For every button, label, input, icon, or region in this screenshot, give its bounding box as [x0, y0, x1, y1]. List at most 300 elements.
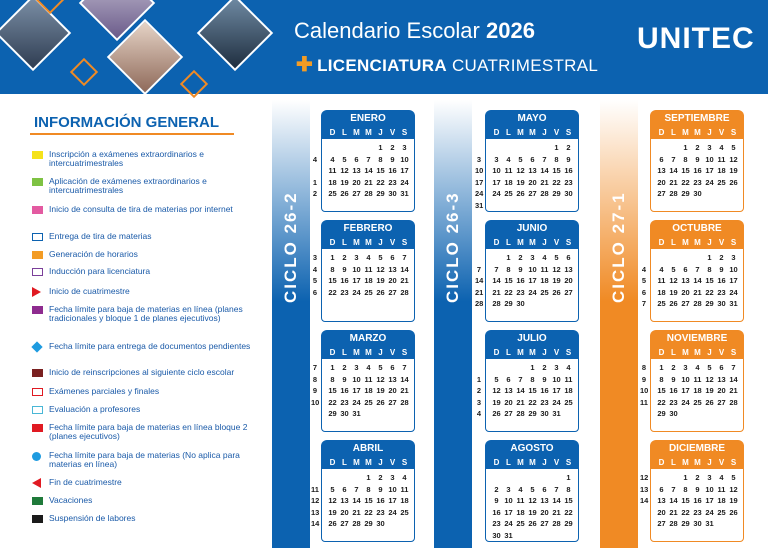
month-name: JUNIO: [485, 220, 579, 240]
day-cell: 25: [540, 287, 549, 297]
day-cell: 12: [328, 496, 337, 505]
day-cell: 9: [390, 154, 395, 164]
weekday-label: V: [389, 238, 396, 247]
week-row: [476, 385, 579, 396]
week-row: [475, 165, 579, 176]
day-cell: 2: [542, 363, 547, 372]
day-cell: 1: [330, 363, 335, 372]
day-cell: 7: [518, 374, 523, 384]
day-cell: 24: [705, 507, 714, 517]
day-cell: 15: [681, 496, 690, 505]
day-cell: 22: [328, 287, 337, 297]
week-number: 4: [312, 264, 318, 274]
day-cell: 10: [681, 374, 690, 384]
day-cell: 21: [669, 507, 678, 517]
day-cell: 26: [376, 397, 385, 407]
weekday-label: M: [694, 458, 701, 467]
week-number: 6: [312, 287, 318, 297]
day-cell: 3: [707, 143, 712, 152]
day-cell: 13: [717, 374, 726, 384]
month-name: ENERO: [321, 110, 415, 130]
day-cell: 17: [705, 166, 714, 175]
day-cell: 20: [681, 287, 690, 297]
day-cell: 22: [564, 507, 573, 517]
weekday-label: M: [365, 458, 372, 467]
day-cell: 10: [528, 264, 537, 274]
day-cell: 16: [693, 166, 702, 175]
weekday-label: V: [553, 458, 560, 467]
day-cell: 4: [659, 264, 664, 274]
day-cell: 8: [707, 264, 712, 274]
day-cell: 4: [719, 143, 724, 152]
day-cell: 3: [731, 253, 736, 262]
month-days: [311, 468, 415, 542]
week-row: [650, 154, 744, 165]
month-name: FEBRERO: [321, 220, 415, 240]
day-cell: 5: [707, 363, 712, 372]
weekday-label: D: [329, 238, 336, 247]
weekday-label: M: [694, 348, 701, 357]
day-cell: 16: [564, 166, 573, 175]
weekday-label: J: [707, 128, 712, 137]
day-cell: 23: [717, 287, 726, 297]
day-cell: 12: [669, 276, 678, 285]
legend-swatch-square: [32, 151, 43, 159]
weekday-label: M: [353, 348, 360, 357]
day-cell: 5: [530, 484, 535, 494]
day-cell: 23: [388, 177, 397, 187]
day-cell: 14: [552, 496, 561, 505]
week-row: [321, 165, 415, 176]
week-row: [476, 264, 579, 275]
week-number: 10: [475, 166, 484, 175]
day-cell: 25: [504, 189, 513, 198]
week-row: [485, 362, 579, 373]
weekday-label: L: [342, 238, 347, 247]
legend-swatch-square: [32, 306, 43, 314]
day-cell: 9: [518, 264, 523, 274]
cycle-label: CICLO 26-3: [443, 191, 462, 303]
weekday-label: S: [730, 238, 737, 247]
day-cell: 17: [352, 386, 361, 395]
page-title: [294, 18, 535, 44]
legend-swatch-square: [32, 424, 43, 432]
day-cell: 2: [390, 143, 395, 152]
weekday-label: J: [707, 348, 712, 357]
day-cell: 30: [540, 409, 549, 418]
day-cell: 26: [516, 189, 525, 198]
day-cell: 15: [564, 496, 573, 505]
day-cell: 21: [400, 276, 409, 285]
day-cell: 19: [376, 386, 385, 395]
week-row: [312, 252, 415, 263]
week-row: [312, 177, 415, 188]
weekday-label: D: [493, 348, 500, 357]
day-cell: 11: [504, 166, 513, 175]
day-cell: 20: [504, 397, 513, 407]
day-cell: 10: [388, 484, 397, 494]
legend-label: Aplicación de exámenes extraordinarios e intercuatrimestrales: [49, 176, 207, 195]
week-row: [321, 142, 415, 153]
day-cell: 2: [342, 363, 347, 372]
day-cell: 6: [342, 484, 347, 494]
subtitle-rest: CUATRIMESTRAL: [451, 56, 599, 75]
month-days: [311, 358, 415, 432]
day-cell: 6: [542, 484, 547, 494]
weekday-label: L: [342, 458, 347, 467]
day-cell: 1: [530, 363, 535, 372]
weekday-label: D: [658, 128, 665, 137]
day-cell: 22: [705, 287, 714, 297]
day-cell: 6: [719, 363, 724, 372]
day-cell: 4: [366, 253, 371, 262]
day-cell: 23: [376, 507, 385, 517]
day-cell: 15: [364, 496, 373, 505]
day-cell: 8: [683, 154, 688, 164]
month-octubre: [641, 220, 744, 322]
day-cell: 19: [552, 276, 561, 285]
day-cell: 2: [342, 253, 347, 262]
day-cell: 15: [328, 386, 337, 395]
day-cell: 5: [671, 264, 676, 274]
weekday-label: J: [542, 238, 547, 247]
day-cell: 3: [707, 473, 712, 482]
month-days: [476, 358, 579, 432]
day-cell: 19: [328, 507, 337, 517]
day-cell: 26: [705, 397, 714, 407]
day-cell: 22: [504, 287, 513, 297]
day-cell: 7: [671, 154, 676, 164]
day-cell: 28: [352, 519, 361, 528]
week-row: [312, 188, 415, 199]
day-cell: 13: [540, 496, 549, 505]
weekday-label: M: [529, 128, 536, 137]
weekday-label: J: [707, 238, 712, 247]
weekday-label: L: [506, 238, 511, 247]
weekday-label: S: [730, 128, 737, 137]
day-cell: 31: [352, 409, 361, 418]
week-number: 7: [641, 299, 647, 308]
day-cell: 26: [729, 177, 738, 187]
weekday-label: M: [517, 128, 524, 137]
day-cell: 9: [342, 264, 347, 274]
day-cell: 10: [504, 496, 513, 505]
day-cell: 21: [400, 386, 409, 395]
day-cell: 31: [705, 519, 714, 528]
day-cell: 20: [352, 177, 361, 187]
cycle-label: CICLO 27-1: [609, 191, 628, 303]
day-cell: 8: [378, 154, 383, 164]
day-cell: 1: [378, 143, 383, 152]
day-cell: 25: [364, 287, 373, 297]
week-row: [641, 275, 744, 286]
legend-swatch-square: [32, 497, 43, 505]
day-cell: 22: [376, 177, 385, 187]
day-cell: 9: [719, 264, 724, 274]
day-cell: 21: [352, 507, 361, 517]
day-cell: 4: [695, 363, 700, 372]
day-cell: 27: [540, 519, 549, 528]
day-cell: 21: [492, 287, 501, 297]
header-photos: [0, 0, 290, 94]
day-cell: 26: [552, 287, 561, 297]
day-cell: 7: [494, 264, 499, 274]
day-cell: 28: [669, 519, 678, 528]
week-row: [312, 287, 415, 298]
day-cell: 10: [352, 264, 361, 274]
day-cell: 20: [528, 177, 537, 187]
day-cell: 9: [342, 374, 347, 384]
weekday-label: D: [329, 348, 336, 357]
title-prefix: Calendario Escolar: [294, 18, 480, 43]
weekday-label: D: [493, 458, 500, 467]
weekday-label: V: [389, 128, 396, 137]
day-cell: 29: [681, 189, 690, 198]
day-cell: 14: [729, 374, 738, 384]
weekday-label: M: [353, 128, 360, 137]
day-cell: 11: [400, 484, 409, 494]
legend-label: Entrega de tira de materias: [49, 231, 152, 241]
day-cell: 17: [388, 496, 397, 505]
weekday-label: J: [542, 458, 547, 467]
week-number: 14: [311, 519, 320, 528]
day-cell: 21: [669, 177, 678, 187]
month-junio: [475, 220, 579, 322]
day-cell: 7: [542, 154, 547, 164]
weekday-label: S: [401, 128, 408, 137]
day-cell: 13: [388, 264, 397, 274]
week-row: [475, 200, 579, 211]
day-cell: 8: [659, 374, 664, 384]
day-cell: 23: [516, 287, 525, 297]
weekday-label: M: [682, 238, 689, 247]
day-cell: 9: [566, 154, 571, 164]
day-cell: 21: [729, 386, 738, 395]
day-cell: 14: [516, 386, 525, 395]
weekday-label: V: [718, 458, 725, 467]
week-number: 12: [311, 496, 320, 505]
day-cell: 17: [552, 386, 561, 395]
day-cell: 10: [705, 154, 714, 164]
week-number: 3: [312, 253, 318, 262]
week-row: [650, 188, 744, 199]
day-cell: 8: [366, 484, 371, 494]
weekday-label: M: [365, 238, 372, 247]
week-number: 11: [640, 397, 648, 407]
day-cell: 3: [390, 473, 395, 482]
month-noviembre: [640, 330, 744, 432]
week-row: [312, 374, 415, 385]
day-cell: 22: [681, 177, 690, 187]
day-cell: 2: [518, 253, 523, 262]
day-cell: 14: [669, 166, 678, 175]
day-cell: 29: [364, 519, 373, 528]
legend-label: Suspensión de labores: [49, 513, 136, 523]
day-cell: 11: [564, 374, 573, 384]
day-cell: 5: [378, 253, 383, 262]
day-cell: 12: [729, 154, 738, 164]
week-row: [641, 264, 744, 275]
day-cell: 28: [400, 397, 409, 407]
day-cell: 8: [506, 264, 511, 274]
weekday-label: S: [730, 348, 737, 357]
day-cell: 5: [342, 154, 347, 164]
week-row: [650, 165, 744, 176]
day-cell: 29: [552, 189, 561, 198]
day-cell: 7: [695, 264, 700, 274]
weekday-label: S: [401, 348, 408, 357]
legend-swatch-circle: [32, 452, 41, 461]
day-cell: 6: [530, 154, 535, 164]
legend-label: Inducción para licenciatura: [49, 266, 151, 276]
weekday-label: L: [671, 458, 676, 467]
day-cell: 18: [564, 386, 573, 395]
decor-diamond-2: [180, 70, 208, 98]
day-cell: 27: [388, 397, 397, 407]
day-cell: 4: [402, 473, 407, 482]
day-cell: 30: [717, 299, 726, 308]
day-cell: 14: [540, 166, 549, 175]
day-cell: 27: [388, 287, 397, 297]
day-cell: 11: [516, 496, 525, 505]
legend-swatch-square: [32, 178, 43, 186]
day-cell: 23: [564, 177, 573, 187]
day-cell: 24: [352, 397, 361, 407]
week-row: [485, 495, 579, 506]
weekday-label: M: [517, 348, 524, 357]
month-name: MAYO: [485, 110, 579, 130]
day-cell: 19: [492, 397, 501, 407]
month-marzo: [311, 330, 415, 432]
day-cell: 29: [564, 519, 573, 528]
day-cell: 22: [528, 397, 537, 407]
day-cell: 4: [366, 363, 371, 372]
weekday-label: J: [378, 238, 383, 247]
week-row: [311, 397, 415, 408]
day-cell: 2: [695, 143, 700, 152]
week-row: [476, 154, 579, 165]
day-cell: 5: [330, 484, 335, 494]
day-cell: 21: [540, 177, 549, 187]
legend-label: Generación de horarios: [49, 249, 138, 259]
day-cell: 21: [552, 507, 561, 517]
day-cell: 25: [400, 507, 409, 517]
week-number: 14: [640, 496, 649, 505]
day-cell: 13: [657, 166, 666, 175]
day-cell: 30: [388, 189, 397, 198]
day-cell: 26: [328, 519, 337, 528]
day-cell: 24: [681, 397, 690, 407]
day-cell: 14: [693, 276, 702, 285]
week-row: [312, 275, 415, 286]
legend-swatch-triangle-right: [32, 287, 41, 297]
weekday-label: L: [671, 128, 676, 137]
week-number: 6: [641, 287, 647, 297]
decor-diamond-1: [70, 58, 98, 86]
day-cell: 23: [540, 397, 549, 407]
day-cell: 12: [376, 374, 385, 384]
day-cell: 19: [669, 287, 678, 297]
month-days: [475, 248, 579, 322]
week-row: [650, 177, 744, 188]
day-cell: 30: [693, 519, 702, 528]
day-cell: 27: [717, 397, 726, 407]
month-days: [641, 248, 744, 322]
week-number: 7: [312, 363, 318, 372]
day-cell: 12: [705, 374, 714, 384]
legend-swatch-outline: [32, 388, 43, 396]
day-cell: 18: [328, 177, 337, 187]
day-cell: 19: [340, 177, 349, 187]
day-cell: 5: [731, 143, 736, 152]
week-row: [311, 484, 415, 495]
month-enero: [312, 110, 415, 212]
day-cell: 17: [681, 386, 690, 395]
month-name: ABRIL: [321, 440, 415, 460]
week-number: 2: [312, 189, 318, 198]
day-cell: 12: [492, 386, 501, 395]
month-agosto: [485, 440, 579, 542]
week-row: [485, 252, 579, 263]
day-cell: 26: [340, 189, 349, 198]
day-cell: 10: [492, 166, 501, 175]
day-cell: 23: [669, 397, 678, 407]
day-cell: 4: [330, 154, 335, 164]
student-photo-4: [197, 0, 273, 71]
month-mayo: [475, 110, 579, 212]
day-cell: 11: [657, 276, 666, 285]
day-cell: 1: [366, 473, 371, 482]
info-divider: [30, 133, 234, 135]
day-cell: 16: [388, 166, 397, 175]
day-cell: 15: [376, 166, 385, 175]
day-cell: 14: [669, 496, 678, 505]
day-cell: 18: [516, 507, 525, 517]
week-row: [321, 472, 415, 483]
day-cell: 24: [400, 177, 409, 187]
week-row: [476, 397, 579, 408]
week-row: [312, 362, 415, 373]
cycle-band: [272, 100, 310, 548]
legend-label: Evaluación a profesores: [49, 404, 141, 414]
day-cell: 18: [657, 287, 666, 297]
day-cell: 16: [516, 276, 525, 285]
day-cell: 8: [530, 374, 535, 384]
legend-swatch-square: [32, 369, 43, 377]
day-cell: 11: [693, 374, 702, 384]
day-cell: 17: [352, 276, 361, 285]
day-cell: 13: [528, 166, 537, 175]
day-cell: 17: [705, 496, 714, 505]
day-cell: 9: [695, 484, 700, 494]
day-cell: 16: [540, 386, 549, 395]
week-row: [312, 154, 415, 165]
weekday-label: J: [378, 348, 383, 357]
day-cell: 5: [518, 154, 523, 164]
day-cell: 28: [492, 299, 501, 308]
weekday-label: J: [378, 458, 383, 467]
day-cell: 14: [400, 264, 409, 274]
legend-swatch-square: [32, 206, 43, 214]
day-cell: 10: [552, 374, 561, 384]
day-cell: 7: [671, 484, 676, 494]
weekday-label: S: [565, 128, 572, 137]
weekday-label: M: [365, 348, 372, 357]
weekday-label: V: [553, 238, 560, 247]
weekday-label: S: [565, 348, 572, 357]
week-row: [640, 484, 744, 495]
week-row: [650, 518, 744, 529]
